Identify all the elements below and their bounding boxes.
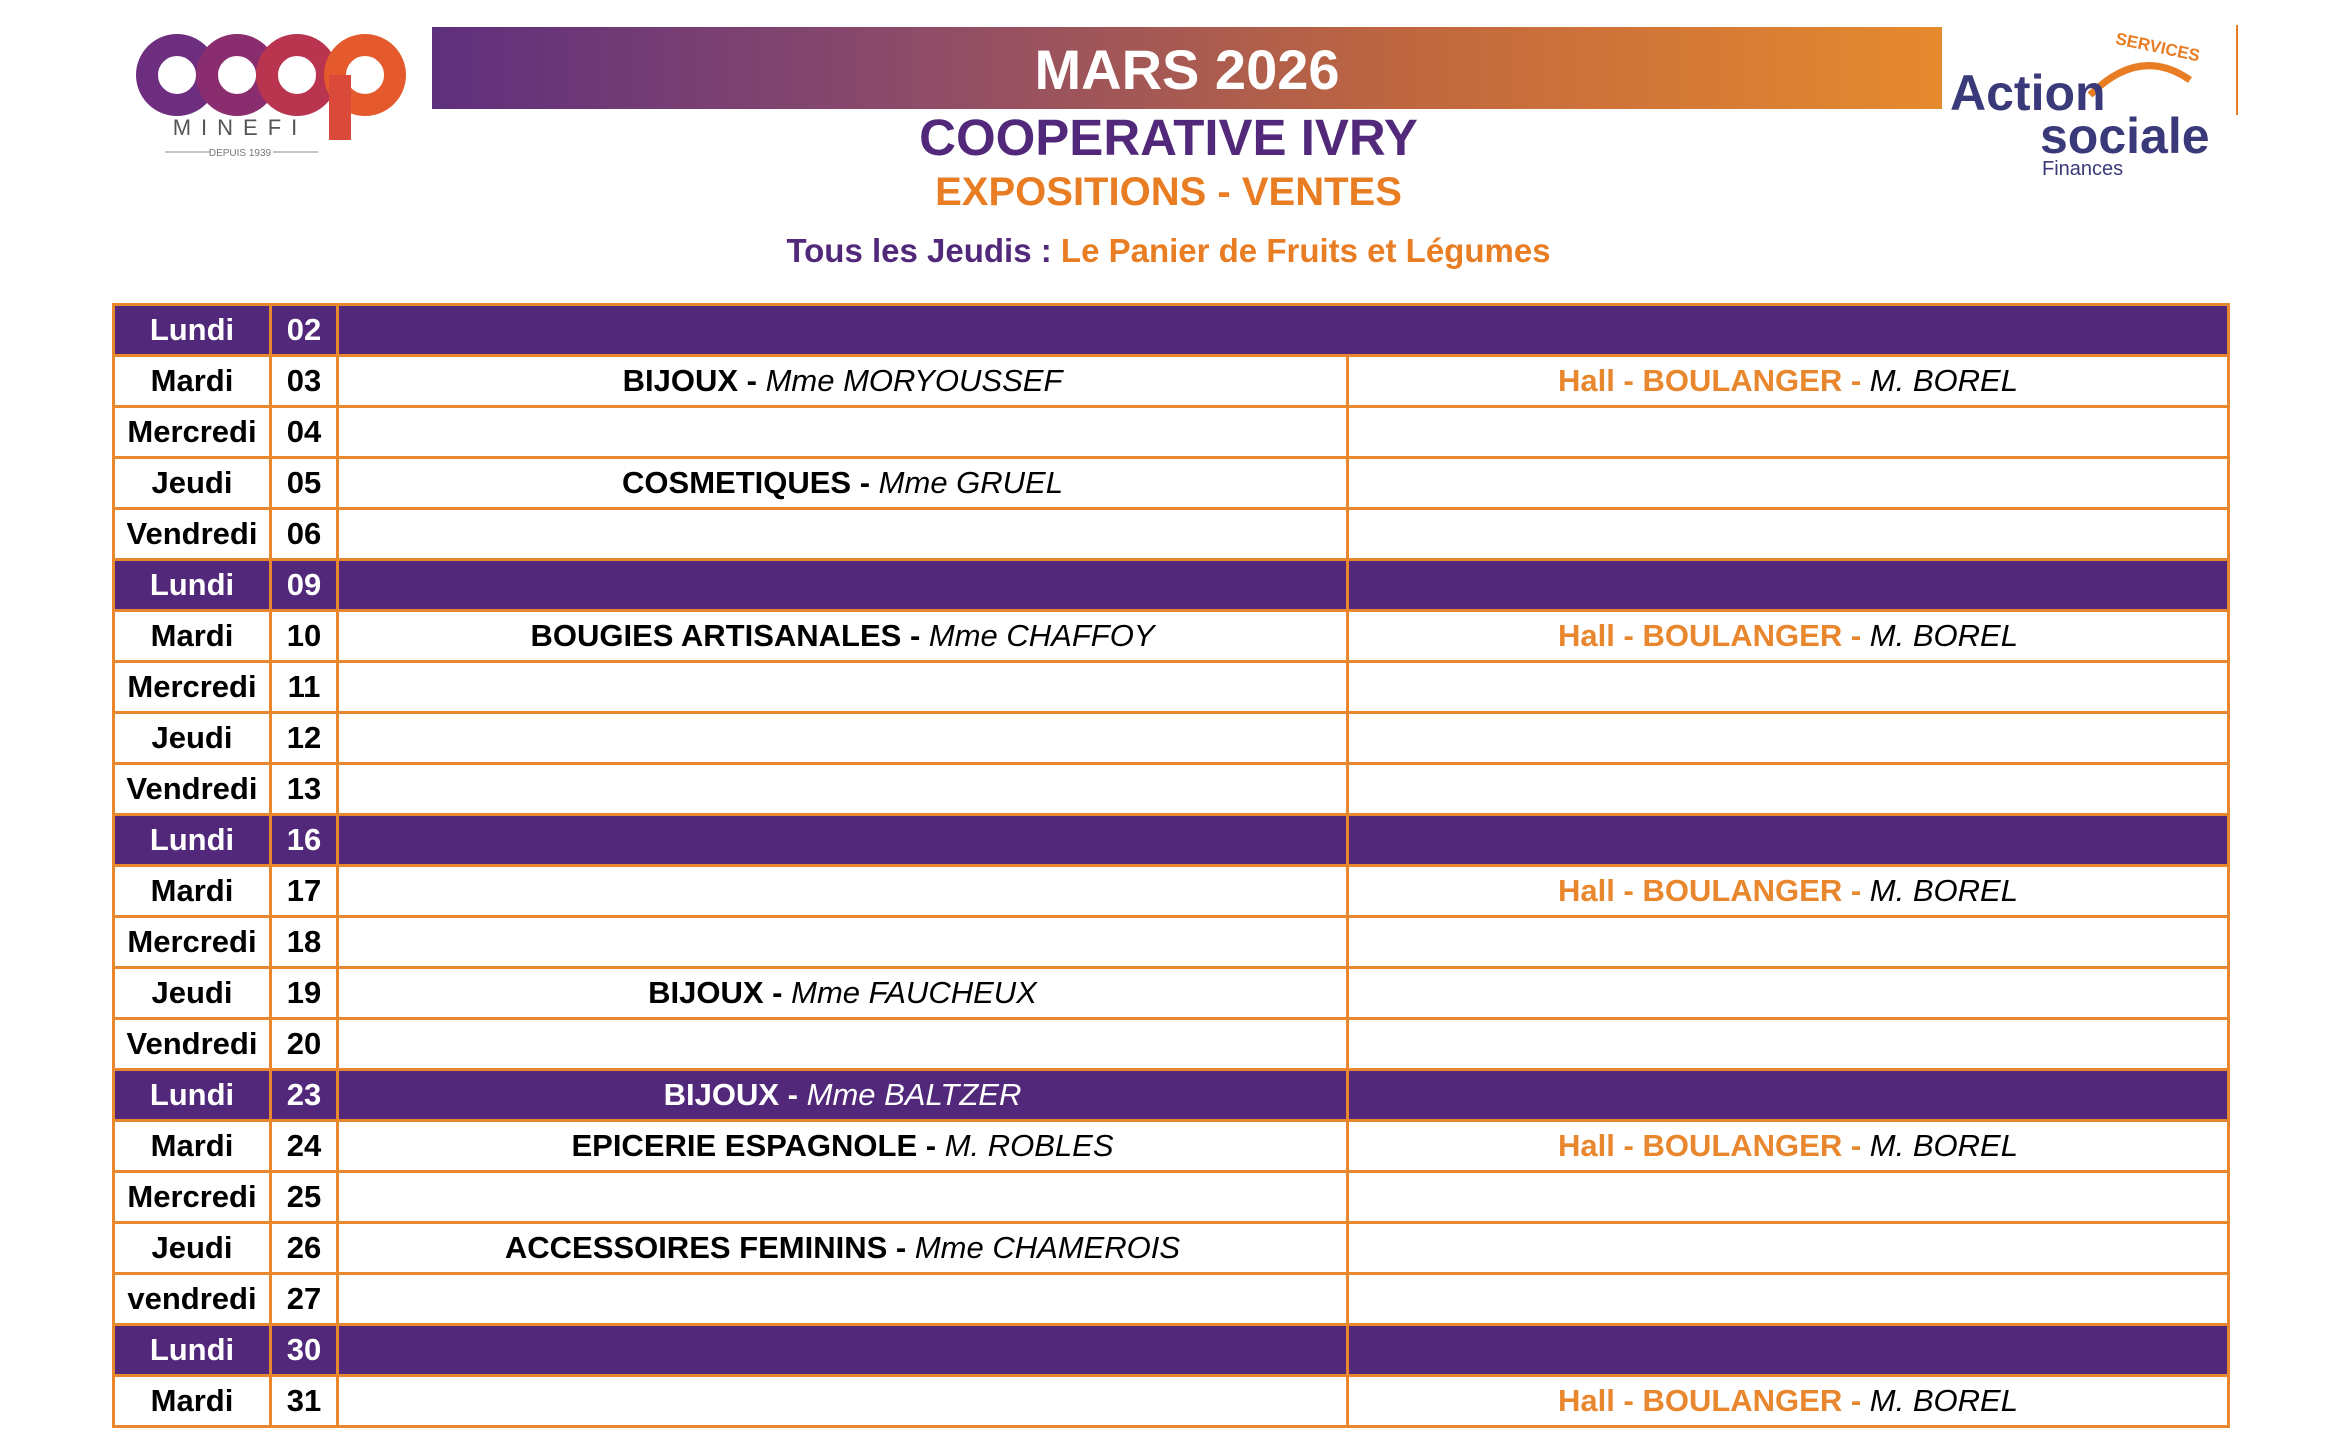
- exposition-cell: ACCESSOIRES FEMININS - Mme CHAMEROIS: [338, 1223, 1348, 1274]
- hall-label: Hall - BOULANGER: [1558, 1128, 1843, 1163]
- hall-cell: [1348, 917, 2229, 968]
- day-cell: Vendredi: [114, 509, 271, 560]
- exposant-name: Mme MORYOUSSEF: [765, 363, 1063, 398]
- day-cell: Lundi: [114, 305, 271, 356]
- exposition-cell: BIJOUX - Mme MORYOUSSEF: [338, 356, 1348, 407]
- exposition-cell: EPICERIE ESPAGNOLE - M. ROBLES: [338, 1121, 1348, 1172]
- day-cell: Jeudi: [114, 713, 271, 764]
- schedule-row: [114, 968, 2229, 1019]
- exposition-cell: COSMETIQUES - Mme GRUEL: [338, 458, 1348, 509]
- schedule-row: [114, 611, 2229, 662]
- exposant-name: Mme BALTZER: [806, 1077, 1022, 1112]
- hall-person-name: M. BOREL: [1869, 363, 2018, 398]
- exposition-cell: BIJOUX - Mme FAUCHEUX: [338, 968, 1348, 1019]
- date-cell: 05: [271, 458, 338, 509]
- day-cell: Mercredi: [114, 917, 271, 968]
- date-cell: 11: [271, 662, 338, 713]
- exposant-name: Mme FAUCHEUX: [791, 975, 1037, 1010]
- hall-cell: [1348, 1070, 2229, 1121]
- schedule-row: [114, 917, 2229, 968]
- hall-cell: [1348, 458, 2229, 509]
- schedule-row: [114, 1019, 2229, 1070]
- exposition-cell: [338, 1376, 1348, 1427]
- day-cell: Jeudi: [114, 1223, 271, 1274]
- day-cell: Vendredi: [114, 764, 271, 815]
- hall-label: Hall - BOULANGER: [1558, 618, 1843, 653]
- date-cell: 18: [271, 917, 338, 968]
- exposition-cell: [338, 1019, 1348, 1070]
- schedule-row: [114, 560, 2229, 611]
- hall-cell: [1348, 968, 2229, 1019]
- day-cell: Lundi: [114, 815, 271, 866]
- date-cell: 20: [271, 1019, 338, 1070]
- date-cell: 26: [271, 1223, 338, 1274]
- day-cell: Mercredi: [114, 1172, 271, 1223]
- hall-cell: Hall - BOULANGER - M. BOREL: [1348, 356, 2229, 407]
- exposant-name: Mme CHAFFOY: [928, 618, 1155, 653]
- day-cell: Lundi: [114, 1070, 271, 1121]
- svg-text:SERVICES: SERVICES: [2113, 29, 2202, 66]
- exposition-label: BIJOUX: [663, 1077, 780, 1112]
- schedule-row: [114, 1325, 2229, 1376]
- hall-cell: [1348, 407, 2229, 458]
- date-cell: 03: [271, 356, 338, 407]
- schedule-row: [114, 458, 2229, 509]
- day-cell: Jeudi: [114, 968, 271, 1019]
- date-cell: 10: [271, 611, 338, 662]
- schedule-row: [114, 662, 2229, 713]
- date-cell: 31: [271, 1376, 338, 1427]
- date-cell: 12: [271, 713, 338, 764]
- schedule-row: [114, 356, 2229, 407]
- exposition-cell: [338, 662, 1348, 713]
- schedule-row: [114, 764, 2229, 815]
- hall-cell: Hall - BOULANGER - M. BOREL: [1348, 611, 2229, 662]
- hall-cell: [1348, 1223, 2229, 1274]
- day-cell: Mardi: [114, 1376, 271, 1427]
- exposition-cell: [338, 509, 1348, 560]
- hall-label: Hall - BOULANGER: [1558, 1383, 1843, 1418]
- cooperative-name: COOPERATIVE IVRY: [919, 109, 1418, 166]
- schedule-row: [114, 407, 2229, 458]
- exposition-cell: [338, 1172, 1348, 1223]
- exposition-cell: [338, 866, 1348, 917]
- hall-cell: [1348, 815, 2229, 866]
- schedule-row: [114, 305, 2229, 356]
- schedule-row: [114, 509, 2229, 560]
- exposant-name: Mme GRUEL: [878, 465, 1063, 500]
- exposition-cell: BIJOUX - Mme BALTZER: [338, 1070, 1348, 1121]
- exposant-name: Mme CHAMEROIS: [914, 1230, 1181, 1265]
- exposition-cell: [338, 305, 2229, 356]
- month-title: MARS 2026: [432, 27, 1942, 109]
- hall-cell: [1348, 764, 2229, 815]
- exposition-label: BIJOUX: [648, 975, 764, 1010]
- exposition-label: BOUGIES ARTISANALES: [530, 618, 902, 653]
- hall-person-name: M. BOREL: [1869, 1383, 2018, 1418]
- weekly-prefix: Tous les Jeudis :: [786, 232, 1052, 269]
- hall-label: Hall - BOULANGER: [1558, 363, 1843, 398]
- day-cell: Lundi: [114, 1325, 271, 1376]
- day-cell: Jeudi: [114, 458, 271, 509]
- exposition-cell: BOUGIES ARTISANALES - Mme CHAFFOY: [338, 611, 1348, 662]
- date-cell: 17: [271, 866, 338, 917]
- day-cell: Mardi: [114, 866, 271, 917]
- date-cell: 13: [271, 764, 338, 815]
- hall-cell: [1348, 1019, 2229, 1070]
- hall-cell: [1348, 662, 2229, 713]
- exposition-cell: [338, 713, 1348, 764]
- exposant-name: M. ROBLES: [944, 1128, 1114, 1163]
- hall-cell: [1348, 560, 2229, 611]
- hall-cell: Hall - BOULANGER - M. BOREL: [1348, 866, 2229, 917]
- day-cell: vendredi: [114, 1274, 271, 1325]
- date-cell: 04: [271, 407, 338, 458]
- hall-cell: [1348, 509, 2229, 560]
- day-cell: Mardi: [114, 356, 271, 407]
- hall-cell: Hall - BOULANGER - M. BOREL: [1348, 1376, 2229, 1427]
- day-cell: Mardi: [114, 1121, 271, 1172]
- exposition-label: EPICERIE ESPAGNOLE: [571, 1128, 918, 1163]
- schedule-row: [114, 815, 2229, 866]
- logo-org-text: MINEFI: [172, 115, 308, 140]
- date-cell: 02: [271, 305, 338, 356]
- weekly-event-line: [0, 232, 2337, 270]
- hall-cell: [1348, 1274, 2229, 1325]
- logo-since-text: DEPUIS 1939: [208, 148, 272, 159]
- schedule-row: [114, 713, 2229, 764]
- date-cell: 25: [271, 1172, 338, 1223]
- hall-cell: [1348, 1325, 2229, 1376]
- date-cell: 16: [271, 815, 338, 866]
- hall-cell: Hall - BOULANGER - M. BOREL: [1348, 1121, 2229, 1172]
- exposition-cell: [338, 764, 1348, 815]
- schedule-row: [114, 1376, 2229, 1427]
- schedule-row: [114, 1172, 2229, 1223]
- day-cell: Mercredi: [114, 407, 271, 458]
- exposition-label: COSMETIQUES: [622, 465, 852, 500]
- exposition-cell: [338, 917, 1348, 968]
- date-cell: 27: [271, 1274, 338, 1325]
- schedule-row: [114, 866, 2229, 917]
- exposition-label: BIJOUX: [622, 363, 739, 398]
- date-cell: 19: [271, 968, 338, 1019]
- schedule-row: [114, 1223, 2229, 1274]
- date-cell: 09: [271, 560, 338, 611]
- day-cell: Mercredi: [114, 662, 271, 713]
- hall-person-name: M. BOREL: [1869, 873, 2018, 908]
- date-cell: 30: [271, 1325, 338, 1376]
- hall-person-name: M. BOREL: [1869, 1128, 2018, 1163]
- date-cell: 24: [271, 1121, 338, 1172]
- date-cell: 06: [271, 509, 338, 560]
- svg-text:sociale: sociale: [2040, 108, 2210, 164]
- exposition-label: ACCESSOIRES FEMININS: [504, 1230, 888, 1265]
- day-cell: Lundi: [114, 560, 271, 611]
- hall-cell: [1348, 713, 2229, 764]
- hall-label: Hall - BOULANGER: [1558, 873, 1843, 908]
- day-cell: Vendredi: [114, 1019, 271, 1070]
- exposition-cell: [338, 815, 1348, 866]
- weekly-event: Le Panier de Fruits et Légumes: [1060, 232, 1551, 269]
- exposition-cell: [338, 1274, 1348, 1325]
- day-cell: Mardi: [114, 611, 271, 662]
- svg-text:Finances: Finances: [2042, 158, 2124, 180]
- exposition-cell: [338, 407, 1348, 458]
- schedule-row: [114, 1274, 2229, 1325]
- section-title: EXPOSITIONS - VENTES: [935, 170, 1402, 214]
- svg-text:Action: Action: [1950, 65, 2106, 121]
- schedule-table: [112, 303, 2230, 1428]
- schedule-row: [114, 1121, 2229, 1172]
- exposition-cell: [338, 560, 1348, 611]
- exposition-cell: [338, 1325, 1348, 1376]
- hall-cell: [1348, 1172, 2229, 1223]
- schedule-row: [114, 1070, 2229, 1121]
- date-cell: 23: [271, 1070, 338, 1121]
- hall-person-name: M. BOREL: [1869, 618, 2018, 653]
